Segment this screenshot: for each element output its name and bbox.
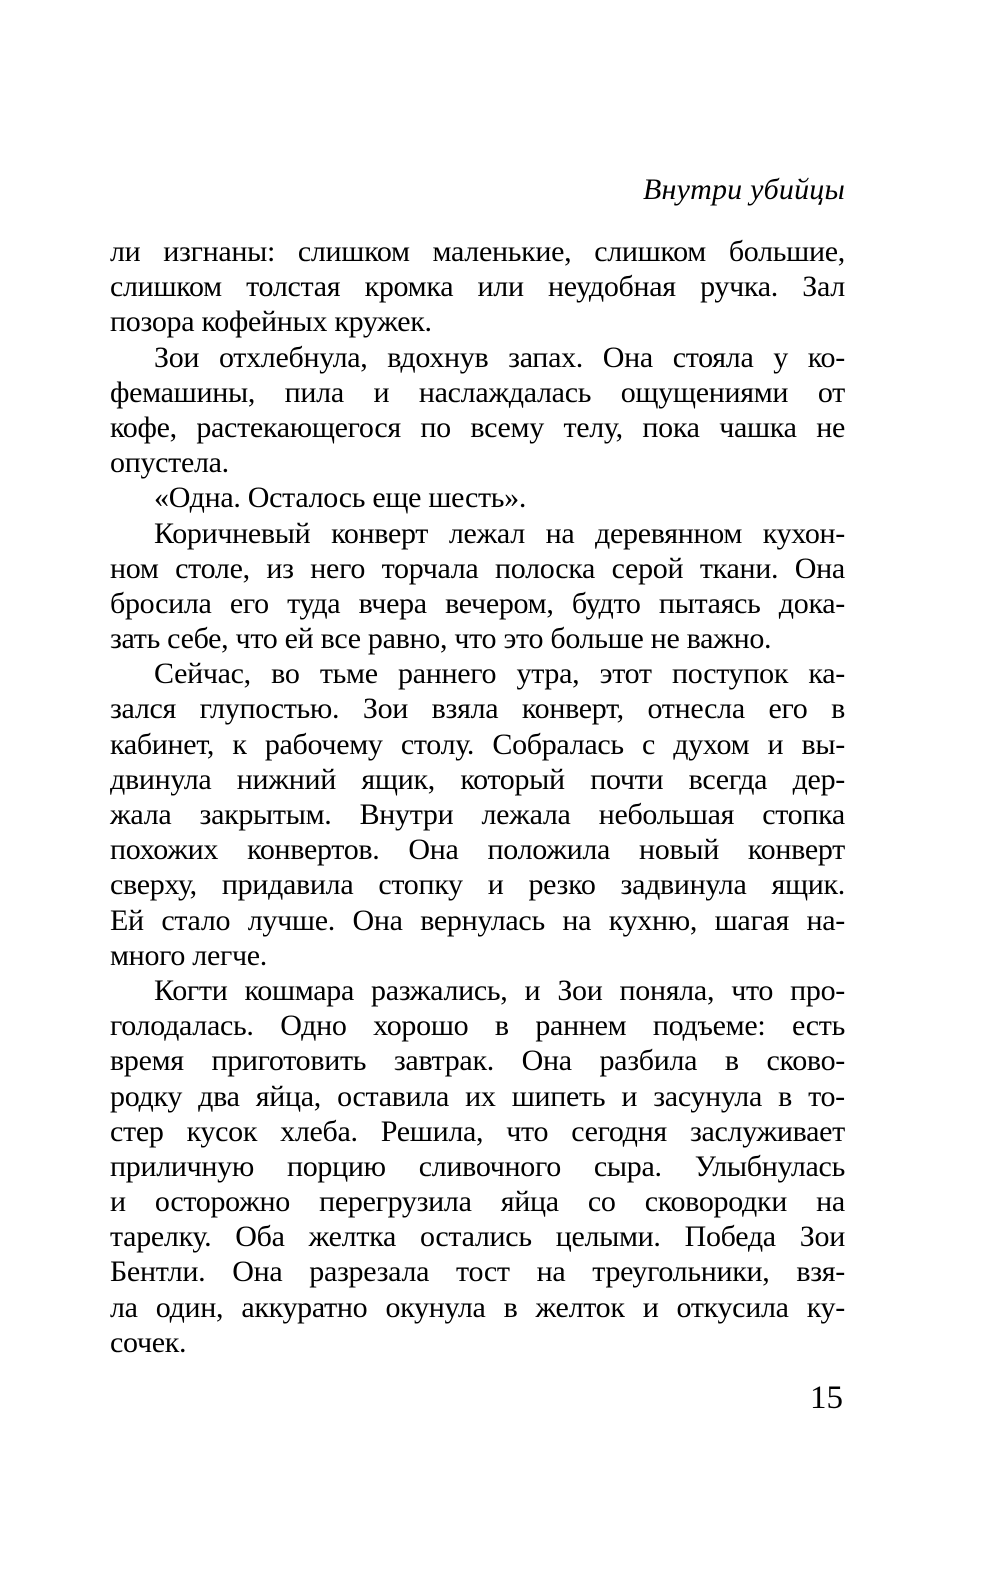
word: в [778,1079,792,1113]
word: взя- [796,1255,845,1289]
word: желток [535,1290,625,1324]
word: похожих [110,833,219,867]
word: сыра. [593,1149,662,1183]
word: шипеть [511,1079,606,1113]
word: слишком [297,235,410,268]
word: аккуратно [241,1290,368,1324]
word: пока [642,410,700,444]
word: стер [110,1114,164,1148]
word: туда [287,586,341,620]
word: торчала [381,551,479,585]
word: заслуживает [689,1114,845,1148]
word: фемашины, [110,375,256,409]
word: конверт, [521,692,624,726]
word: деревянном [595,516,743,550]
word: есть [791,1009,845,1043]
word: приготовить [211,1044,367,1078]
word: Она [602,340,653,374]
word: Одно [280,1009,347,1043]
word: полоска [495,551,596,585]
word: лежала [481,798,571,831]
text-line [110,410,845,445]
word: конверт [331,516,429,550]
text-line [110,903,845,938]
word: слишком [110,270,222,304]
word: большие, [728,235,845,268]
word: приличную [110,1149,254,1183]
word: и [373,375,390,409]
word: серой [611,551,684,585]
body-text [110,234,845,1360]
word: Бентли. [110,1255,206,1289]
text-line [110,656,845,691]
paragraph [110,516,845,657]
word: Зои [799,1220,845,1254]
word: и [767,727,784,761]
text-line [110,1114,845,1149]
text-line [110,340,845,375]
word: лежал [448,516,525,550]
word: на [816,1185,845,1219]
word: небольшая [598,798,735,831]
word: перегрузила [319,1185,472,1219]
word: Коричневый [154,516,311,550]
word: ручка. [700,270,778,304]
word: Она [232,1255,283,1289]
paragraph [110,656,845,973]
word: засунула [653,1079,762,1113]
text-line: много легче. [110,938,267,972]
word: вечером, [445,586,554,620]
word: Она [794,551,845,585]
word: его [768,692,808,726]
word: оставила [337,1079,450,1113]
word: на [562,903,592,937]
word: придавила [221,868,354,902]
word: столу. [400,727,475,761]
word: кусок [186,1114,258,1148]
word: родку [110,1079,183,1113]
text-line [110,797,845,832]
word: лучше. [247,903,335,937]
text-line [110,691,845,726]
word: поступок [672,657,789,691]
word: желтка [308,1220,396,1254]
word: по [420,410,451,444]
word: поняла, [619,973,715,1007]
text-line [110,1149,845,1184]
word: и [621,1079,638,1113]
word: маленькие, [432,235,572,268]
text-line [110,1254,845,1289]
text-line [110,551,845,586]
word: разрезала [309,1255,430,1289]
word: Она [408,833,459,867]
word: неудобная [548,270,676,304]
word: Победа [684,1220,776,1254]
word: хлеба. [280,1114,358,1148]
word: двинула [110,762,212,796]
word: вчера [358,586,427,620]
word: Зои [154,340,200,374]
word: его [229,586,269,620]
text-line [110,1008,845,1043]
word: и [524,973,541,1007]
word: в [724,1044,739,1078]
word: жала [110,798,172,831]
word: который [460,762,565,796]
word: сегодня [571,1114,667,1148]
word: у [773,340,788,374]
word: ощущениями [620,375,789,409]
word: Когти [154,973,228,1007]
word: во [271,657,300,691]
word: разбила [599,1044,698,1078]
word: сверху, [110,868,197,902]
page-number: 15 [810,1380,843,1416]
word: вернулась [420,903,545,937]
word: взяла [431,692,499,726]
word: в [494,1009,509,1043]
word: с [642,727,656,761]
word: ла [110,1290,138,1324]
running-head: Внутри убийцы [642,173,845,206]
word: осторожно [154,1185,290,1219]
word: него [310,551,366,585]
word: бросила [110,586,212,620]
word: ли [110,235,141,268]
word: про- [790,973,845,1007]
word: Решила, [380,1114,484,1148]
word: этот [599,657,652,691]
text-line [110,1184,845,1219]
word: в [831,692,845,726]
text-line [110,1043,845,1078]
word: кошмара [244,973,354,1007]
word: дер- [792,762,845,796]
word: Она [352,903,403,937]
word: один, [155,1290,224,1324]
paragraph [110,340,845,481]
word: подъеме: [652,1009,766,1043]
word: запах. [508,340,583,374]
word: на [536,1255,566,1289]
word: телу, [563,410,623,444]
word: стопку [378,868,463,902]
word: откусила [676,1290,789,1324]
text-line [110,1219,845,1254]
word: яйца, [255,1079,321,1113]
word: вдохнув [387,340,489,374]
word: столе, [175,551,250,585]
word: Сейчас, [154,657,251,691]
text-line [110,727,845,762]
word: закрытым. [199,798,332,831]
word: раннем [535,1009,627,1043]
word: тарелку. [110,1220,212,1254]
paragraph [110,480,845,515]
word: изгнаны: [163,235,276,268]
word: глупостью. [199,692,340,726]
text-line [110,832,845,867]
word: разжались, [371,973,508,1007]
word: что [731,973,774,1007]
word: время [110,1044,184,1078]
word: ном [110,551,159,585]
word: целыми. [555,1220,661,1254]
word: окунула [385,1290,486,1324]
word: не [816,410,845,444]
word: Внутри [359,798,454,831]
word: всему [470,410,544,444]
word: утра, [516,657,580,691]
word: сковородки [644,1185,788,1219]
text-line: зать себе, что ей все равно, что это больше не важно. [110,622,772,656]
word: стало [161,903,231,937]
word: отнесла [647,692,745,726]
word: раннего [398,657,497,691]
word: положила [487,833,611,867]
word: дока- [778,586,845,620]
word: голодалась. [110,1009,254,1043]
word: новый [639,833,719,867]
word: духом [673,727,750,761]
word: Зал [802,270,845,304]
word: ку- [806,1290,845,1324]
word: Зои [557,973,603,1007]
word: зался [110,692,177,726]
word: тост [456,1255,510,1289]
text-line [110,375,845,410]
text-line: опустела. [110,446,229,480]
word: завтрак. [393,1044,494,1078]
text-line [110,762,845,797]
text-line [110,516,845,551]
text-line [110,269,845,304]
text-line: позора кофейных кружек. [110,305,432,339]
text-line: «Одна. Осталось еще шесть». [154,481,527,515]
word: остались [419,1220,532,1254]
word: Улыбнулась [694,1149,845,1183]
word: толстая [246,270,341,304]
word: их [465,1079,496,1113]
word: хорошо [373,1009,469,1043]
word: почти [590,762,664,796]
text-line: сочек. [110,1325,187,1359]
word: кромка [364,270,454,304]
word: ящик, [361,762,435,796]
paragraph [110,234,845,340]
word: Зои [362,692,409,726]
word: слишком [594,235,706,268]
word: стояла [672,340,754,374]
word: ка- [808,657,845,691]
word: пытаясь [658,586,761,620]
text-line [110,1079,845,1114]
word: пила [284,375,344,409]
word: что [506,1114,549,1148]
word: стопка [762,798,845,831]
word: и [487,868,504,902]
word: растекающегося [196,410,401,444]
word: сково- [766,1044,845,1078]
word: кухню, [608,903,698,937]
word: шагая [714,903,789,937]
word: резко [528,868,596,902]
text-line [110,586,845,621]
word: из [266,551,294,585]
word: ткани. [699,551,779,585]
word: кабинет, [110,727,215,761]
word: в [503,1290,518,1324]
word: и [642,1290,659,1324]
word: чашка [719,410,797,444]
word: наслаждалась [418,375,592,409]
word: или [477,270,524,304]
word: Оба [235,1220,285,1254]
word: к [232,727,247,761]
word: ящик. [771,868,845,902]
word: рабочему [264,727,383,761]
word: кофе, [110,410,177,444]
text-line [110,973,845,1008]
word: то- [808,1079,845,1113]
word: задвинула [620,868,747,902]
word: два [198,1079,240,1113]
paragraph [110,973,845,1360]
text-line [110,234,845,269]
word: всегда [688,762,768,796]
word: порцию [286,1149,386,1183]
word: конверт [747,833,845,867]
word: со [587,1185,616,1219]
word: и [110,1185,126,1219]
word: вы- [801,727,845,761]
word: конвертов. [247,833,380,867]
word: Собралась [492,727,624,761]
word: тьме [319,657,378,691]
word: нижний [236,762,336,796]
word: на [545,516,575,550]
word: на- [806,903,845,937]
word: отхлебнула, [218,340,368,374]
word: Ей [110,903,144,937]
word: треугольники, [592,1255,770,1289]
word: от [817,375,845,409]
word: яйца [500,1185,559,1219]
word: сливочного [418,1149,561,1183]
text-line [110,1290,845,1325]
word: кухон- [762,516,845,550]
word: Она [521,1044,572,1078]
word: ко- [807,340,845,374]
word: будто [571,586,641,620]
text-line [110,867,845,902]
